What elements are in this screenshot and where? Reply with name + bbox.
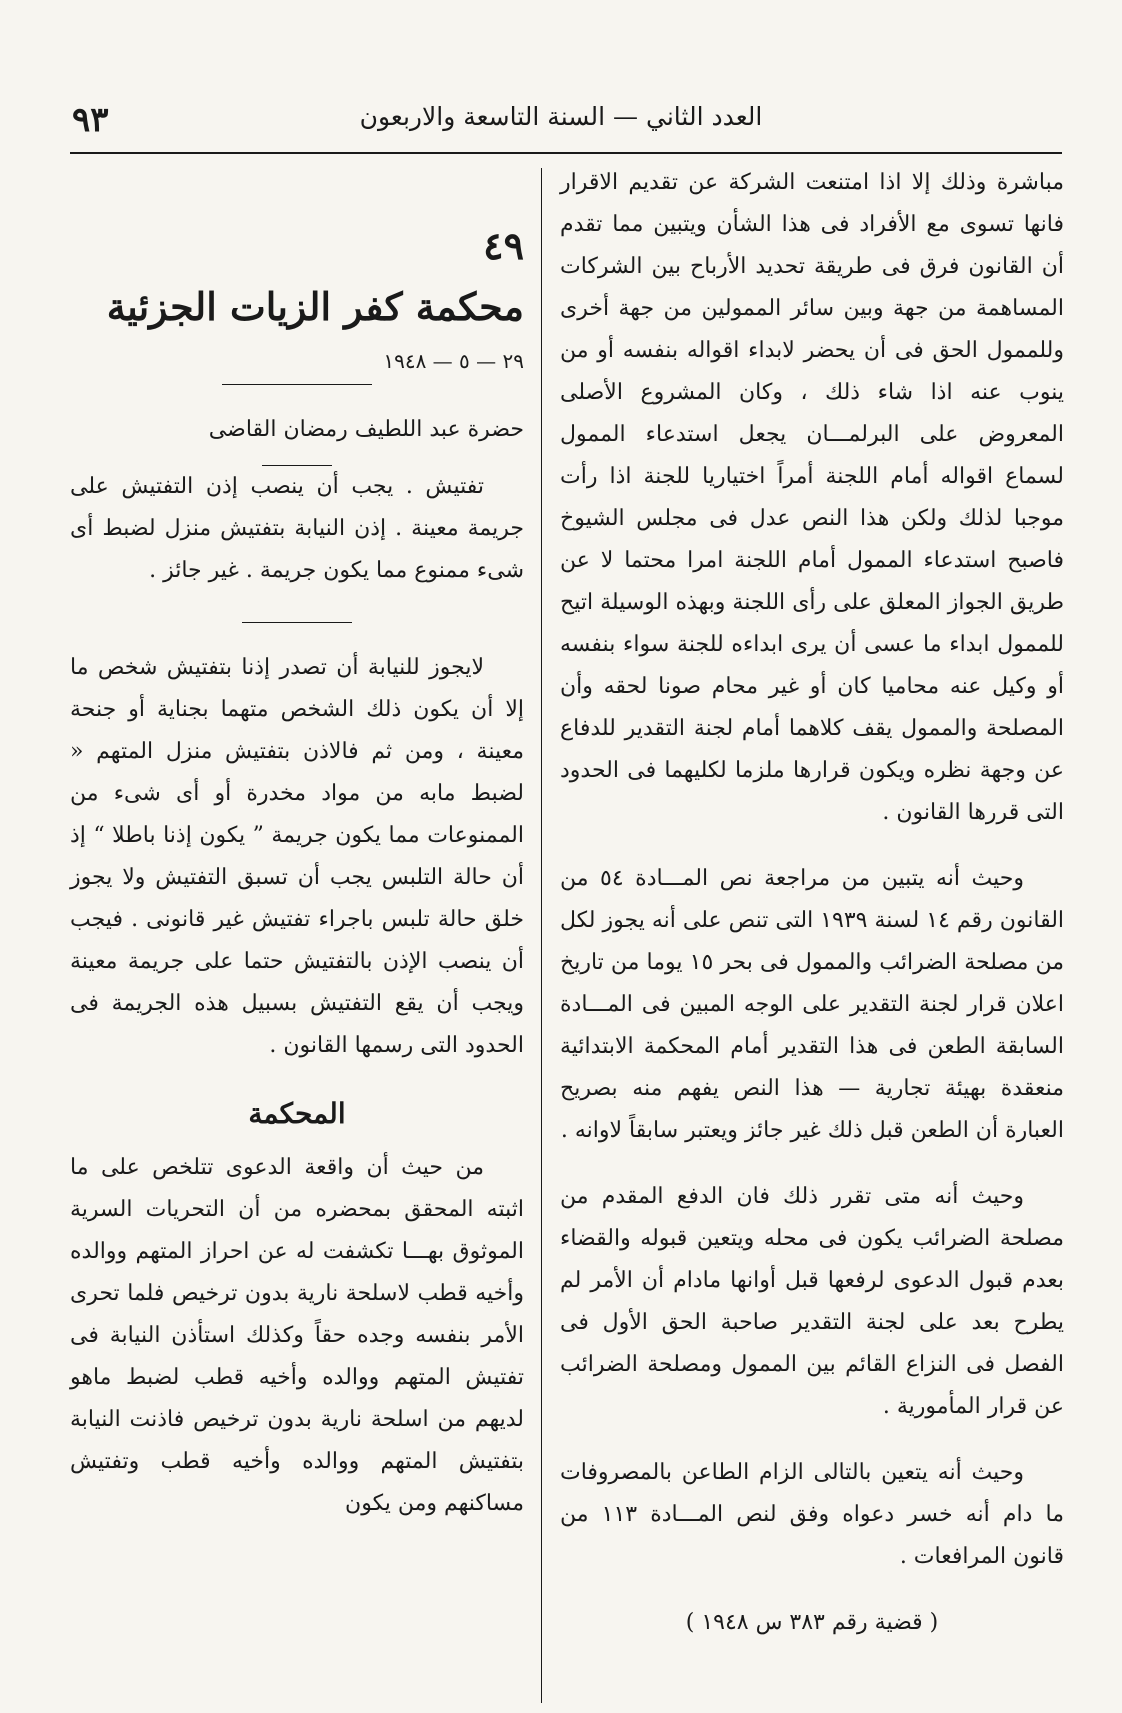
header-rule [70, 152, 1062, 154]
page-header [70, 100, 1052, 140]
right-column [560, 162, 1064, 1644]
left-column [70, 162, 524, 1525]
paragraph: من حيث أن واقعة الدعوى تتلخص على ما اثبته المحقق بمحضره من أن التحريات السرية الموثوق بهـــا تكشفت له عن احراز المتهم ووالده وأخيه قطب لاسلحة نارية بدون ترخيص فلما تحرى الأمر بنفسه وجده حقاً وكذلك استأذن النيابة فى تفتيش المتهم ووالده وأخيه قطب لضبط ماهو لديهم من اسلحة نارية بدون ترخيص فاذنت النيابة بتفتيش المتهم ووالده وأخيه قطب وتفتيش مساكنهم ومن يكون [70, 1155, 524, 1516]
running-head: العدد الثاني — السنة التاسعة والاربعون [359, 102, 763, 131]
paragraph: مباشرة وذلك إلا اذا امتنعت الشركة عن تقديم الاقرار فانها تسوى مع الأفراد فى هذا الشأن ويتبين مما تقدم أن القانون فرق فى طريقة تحديد الأرباح بين الشركات المساهمة من جهة وبين سائر الممولين من جهة أخرى وللممول الحق فى أن يحضر لابداء اقواله بنفسه أو من ينوب عنه اذا شاء ذلك ، وكان المشروع الأصلى المعروض على البرلمـــان يجعل استدعاء الممول لسماع اقواله أمام اللجنة أمراً اختياريا للجنة اذا رأت موجبا لذلك ولكن هذا النص عدل فى مجلس الشيوخ فاصبح استدعاء الممول أمام اللجنة امرا محتما لا عن طريق الجواز المعلق على رأى اللجنة وبهذه الوسيلة اتيح للممول ابداء ما عسى أن يرى ابداءه للجنة سواء بنفسه أو وكيل عنه محاميا كان أو غير محام صونا لحقه وأن المصلحة والممول يقف كلاهما أمام لجنة التقدير للدفاع عن وجهة نظره ويكون قرارها ملزما لكليهما فى الحدود التى قررها القانون . [560, 170, 1064, 825]
page-number: ٩٣ [72, 100, 109, 140]
divider [222, 384, 372, 385]
paragraph: وحيث أنه متى تقرر ذلك فان الدفع المقدم من مصلحة الضرائب يكون فى محله ويتعين قبوله والقضاء بعدم قبول الدعوى لرفعها قبل أوانها مادام أن الأمر لم يطرح بعد على لجنة التقدير صاحبة الحق الأول فى الفصل فى النزاع القائم بين الممول ومصلحة الضرائب عن قرار المأمورية . [560, 1184, 1064, 1419]
case-summary: تفتيش . يجب أن ينصب إذن التفتيش على جريمة معينة . إذن النيابة بتفتيش منزل لضبط أى شىء ممنوع مما يكون جريمة . غير جائز . [70, 474, 524, 583]
section-heading: المحكمة [248, 1097, 346, 1130]
court-title: محكمة كفر الزيات الجزئية [106, 284, 524, 329]
legal-principle: لايجوز للنيابة أن تصدر إذنا بتفتيش شخص ما إلا أن يكون ذلك الشخص متهما بجناية أو جنحة معينة ، ومن ثم فالاذن بتفتيش منزل المتهم « لضبط مابه من مواد مخدرة أو أى شىء من الممنوعات مما يكون جريمة ” يكون إذنا باطلا “ إذ أن حالة التلبس يجب أن تسبق التفتيش ولا يجوز خلق حالة تلبس باجراء تفتيش غير قانونى . فيجب أن ينصب الإذن بالتفتيش حتما على جريمة معينة ويجب أن يقع التفتيش بسبيل هذه الجريمة فى الحدود التى رسمها القانون . [70, 655, 524, 1058]
judge-name: حضرة عبد اللطيف رمضان القاضى [208, 417, 524, 442]
judgment-date: ٢٩ — ٥ — ١٩٤٨ [383, 349, 524, 373]
paragraph: وحيث أنه يتبين من مراجعة نص المـــادة ٥٤ من القانون رقم ١٤ لسنة ١٩٣٩ التى تنص على أنه يجوز لكل من مصلحة الضرائب والممول فى بحر ١٥ يوما من تاريخ اعلان قرار لجنة التقدير على الوجه المبين فى المـــادة السابقة الطعن فى هذا التقدير أمام المحكمة الابتدائية منعقدة بهيئة تجارية — هذا النص يفهم منه بصريح العبارة أن الطعن قبل ذلك غير جائز ويعتبر سابقاً لاوانه . [560, 866, 1065, 1143]
case-number: ٤٩ [483, 223, 524, 268]
column-divider [541, 168, 542, 1703]
case-reference: ( قضية رقم ٣٨٣ س ١٩٤٨ ) [685, 1610, 939, 1635]
paragraph: وحيث أنه يتعين بالتالى الزام الطاعن بالمصروفات ما دام أنه خسر دعواه وفق لنص المـــادة ١١٣ من قانون المرافعات . [560, 1460, 1065, 1569]
